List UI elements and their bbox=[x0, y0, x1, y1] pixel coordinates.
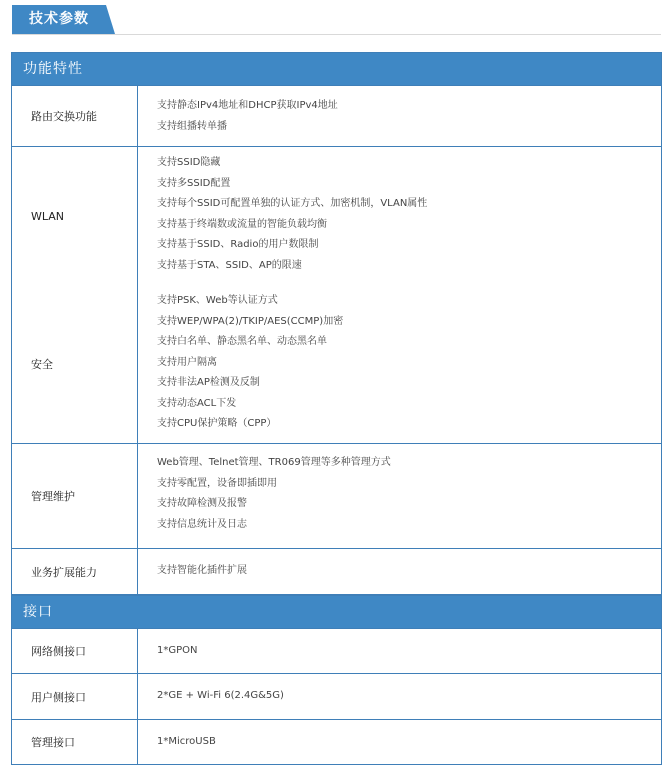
title-underline bbox=[12, 34, 661, 35]
row-label: 用户侧接口 bbox=[12, 674, 138, 719]
value-line: 支持SSID隐藏 bbox=[157, 157, 221, 168]
row-label: 业务扩展能力 bbox=[12, 549, 138, 594]
value-line: 支持动态ACL下发 bbox=[157, 397, 237, 409]
value-line: Web管理、Telnet管理、TR069管理等多种管理方式 bbox=[157, 457, 391, 468]
row-value bbox=[138, 147, 661, 286]
section-header-features: 功能特性 bbox=[12, 53, 661, 85]
value-line: 支持故障检测及报警 bbox=[157, 498, 247, 509]
value-line: 支持用户隔离 bbox=[157, 356, 217, 368]
row-value bbox=[138, 674, 661, 719]
spec-table-interfaces bbox=[11, 595, 662, 765]
value-line: 1*MicroUSB bbox=[157, 735, 216, 747]
value-line: 支持静态IPv4地址和DHCP获取IPv4地址 bbox=[157, 100, 338, 111]
table-row bbox=[12, 548, 661, 594]
row-value bbox=[138, 549, 661, 594]
section-title-tab bbox=[12, 5, 115, 34]
value-line: 支持基于终端数或流量的智能负载均衡 bbox=[157, 218, 327, 230]
value-line: 支持非法AP检测及反制 bbox=[157, 377, 260, 388]
value-line: 支持零配置，设备即插即用 bbox=[157, 477, 277, 489]
value-line: 支持每个SSID可配置单独的认证方式、加密机制，VLAN属性 bbox=[157, 198, 428, 209]
value-line: 1*GPON bbox=[157, 644, 198, 656]
table-row bbox=[12, 146, 661, 286]
row-label: 管理接口 bbox=[12, 720, 138, 764]
row-value bbox=[138, 444, 661, 548]
value-line: 支持基于SSID、Radio的用户数限制 bbox=[157, 239, 319, 250]
value-line: 支持CPU保护策略（CPP） bbox=[157, 418, 277, 429]
row-value bbox=[138, 720, 661, 764]
value-line: 支持WEP/WPA(2)/TKIP/AES(CCMP)加密 bbox=[157, 315, 344, 327]
table-row bbox=[12, 443, 661, 548]
row-label: 管理维护 bbox=[12, 444, 138, 548]
value-line: 支持多SSID配置 bbox=[157, 177, 231, 189]
value-line: 支持基于STA、SSID、AP的限速 bbox=[157, 259, 302, 271]
table-row bbox=[12, 286, 661, 443]
value-line: 支持智能化插件扩展 bbox=[157, 565, 247, 577]
row-value bbox=[138, 86, 661, 146]
value-line: 支持信息统计及日志 bbox=[157, 518, 247, 530]
value-line: 支持PSK、Web等认证方式 bbox=[157, 295, 278, 306]
table-row bbox=[12, 628, 661, 673]
table-row bbox=[12, 673, 661, 719]
row-label: 安全 bbox=[12, 286, 138, 443]
spec-table-features bbox=[11, 52, 662, 595]
table-row bbox=[12, 85, 661, 146]
row-label: WLAN bbox=[12, 147, 138, 286]
value-line: 支持白名单、静态黑名单、动态黑名单 bbox=[157, 336, 327, 347]
value-line: 2*GE + Wi-Fi 6(2.4G&5G) bbox=[157, 690, 284, 702]
section-header-interfaces: 接口 bbox=[12, 596, 661, 628]
value-line: 支持组播转单播 bbox=[157, 120, 227, 132]
row-label: 路由交换功能 bbox=[12, 86, 138, 146]
row-value bbox=[138, 286, 661, 443]
table-row bbox=[12, 719, 661, 764]
row-label: 网络侧接口 bbox=[12, 629, 138, 673]
page-title: 技术参数 bbox=[29, 11, 89, 27]
row-value bbox=[138, 629, 661, 673]
